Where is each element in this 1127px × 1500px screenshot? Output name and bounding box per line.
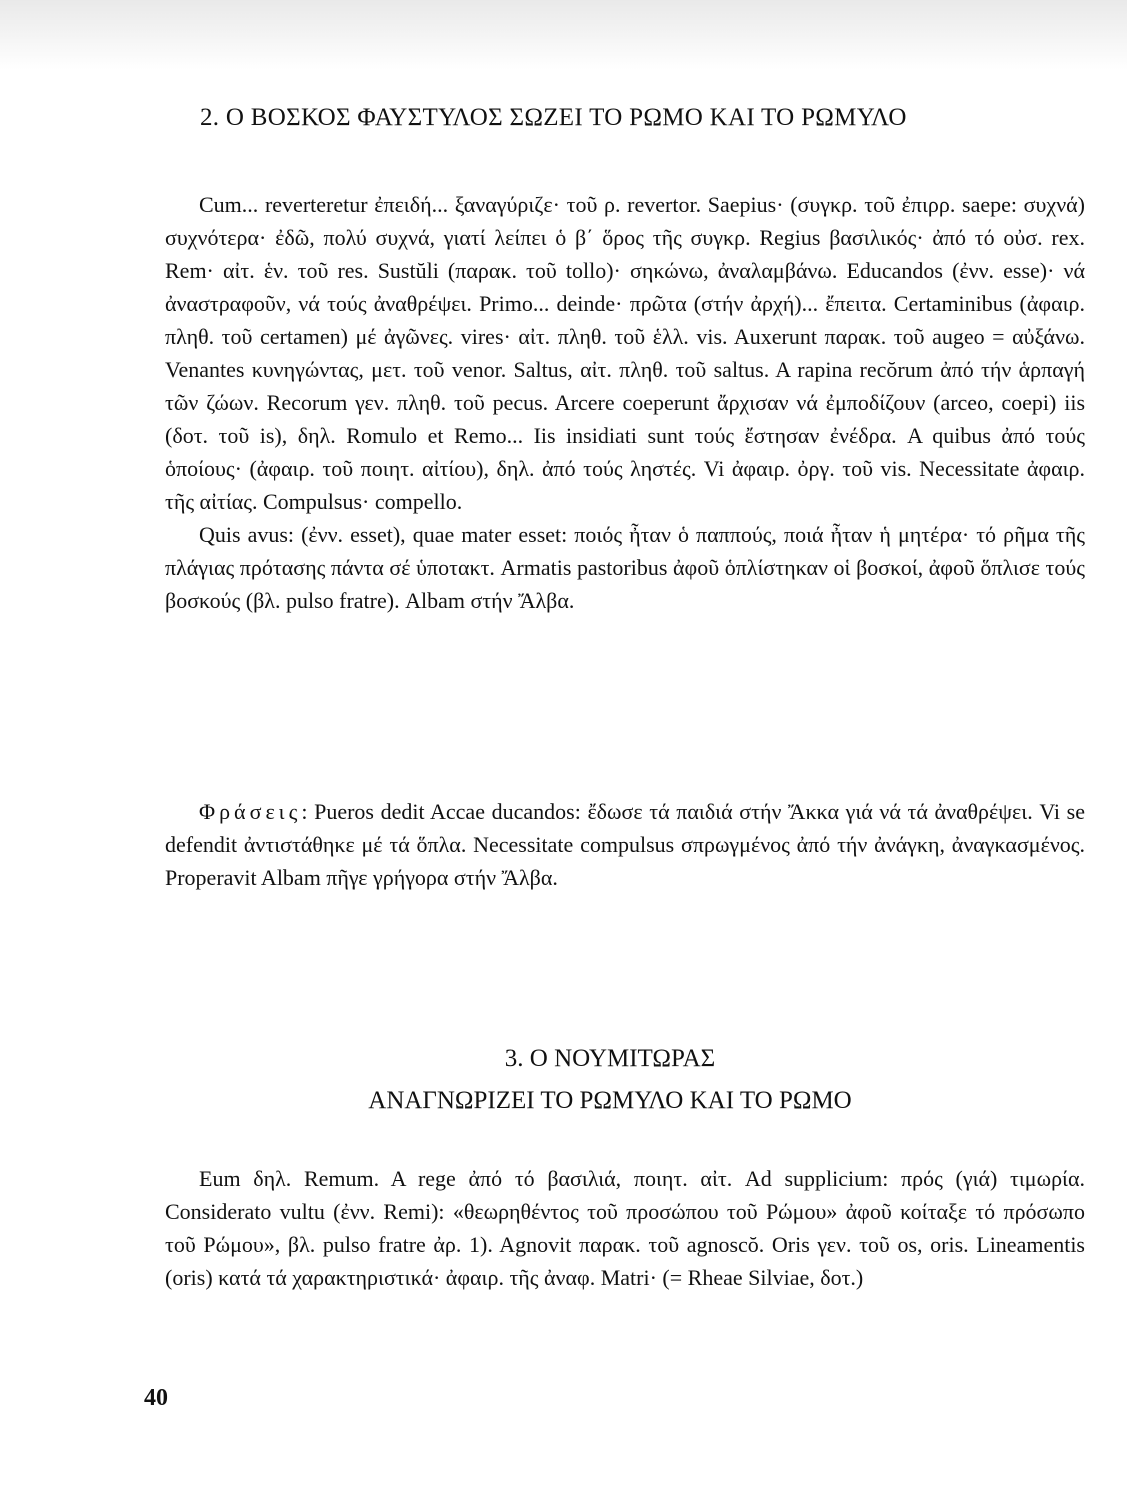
section-3-heading-line-2: ΑΝΑΓΝΩΡΙΖΕΙ ΤΟ ΡΩΜΥΛΟ ΚΑΙ ΤΟ ΡΩΜΟ [368, 1087, 852, 1114]
section-2-heading: 2. Ο ΒΟΣΚΟΣ ΦΑΥΣΤΥΛΟΣ ΣΩΖΕΙ ΤΟ ΡΩΜΟ ΚΑΙ ΤΟ ΡΩΜΥΛΟ [200, 104, 907, 131]
section-2-paragraph-2: Quis avus: (ἐνν. esset), quae mater esset: ποιός ἦταν ὁ παππούς, ποιά ἦταν ἡ μητέρα· τό ρῆμα τῆς πλάγιας πρότασης πάντα σέ ὑποτακτ. Armatis pastoribus ἀφοῦ ὁπλίστηκαν οἱ βοσκοί, ἀφοῦ ὅπλισε τούς βοσκούς (βλ. pulso fratre). Albam στήν Ἄλβα. [165, 522, 1085, 613]
section-3-paragraph-1: Eum δηλ. Remum. A rege ἀπό τό βασιλιά, ποιητ. αἰτ. Ad supplicium: πρός (γιά) τιμωρία. Considerato vultu (ἐνν. Remi): «θεωρηθέντος τοῦ προσώπου τοῦ Ρώμου» ἀφοῦ κοίταξε τό πρόσωπο τοῦ Ρώμου», βλ. pulso fratre ἀρ. 1). Agnovit παρακ. τοῦ agnoscŏ. Oris γεν. τοῦ os, oris. Lineamentis (oris) κατά τά χαρακτηριστικά· ἀφαιρ. τῆς ἀναφ. Matri· (= Rheae Silviae, δοτ.) [165, 1166, 1085, 1290]
section-2-phrases [165, 795, 1085, 894]
phrases-label: Φράσεις [199, 799, 302, 824]
page-number: 40 [144, 1385, 168, 1411]
phrases-text: : Pueros dedit Accae ducandos: ἔδωσε τά παιδιά στήν Ἄκκα γιά νά τά ἀναθρέψει. Vi se defendit ἀντιστάθηκε μέ τά ὅπλα. Necessitate compulsus σπρωγμένος ἀπό τήν ἀνάγκη, ἀναγκασμένος. Properavit Albam πῆγε γρήγορα στήν Ἄλβα. [165, 799, 1085, 890]
section-2-paragraph-1: Cum... reverteretur ἐπειδή... ξαναγύριζε· τοῦ ρ. revertor. Saepius· (συγκρ. τοῦ ἐπιρρ. saepe: συχνά) συχνότερα· ἐδῶ, πολύ συχνά, γιατί λείπει ὁ β΄ ὅρος τῆς συγκρ. Regius βασιλικός· ἀπό τό οὐσ. rex. Rem· αἰτ. ἑν. τοῦ res. Sustŭli (παρακ. τοῦ tollo)· σηκώνω, ἀναλαμβάνω. Educandos (ἐνν. esse)· νά ἀναστραφοῦν, νά τούς ἀναθρέψει. Primo... deinde· πρῶτα (στήν ἀρχή)... ἔπειτα. Certaminibus (ἀφαιρ. πληθ. τοῦ certamen) μέ ἀγῶνες. vires· αἰτ. πληθ. τοῦ ἑλλ. vis. Auxerunt παρακ. τοῦ augeo = αὐξάνω. Venantes κυνηγώντας, μετ. τοῦ venor. Saltus, αἰτ. πληθ. τοῦ saltus. A rapina recŏrum ἀπό τήν ἁρπαγή τῶν ζώων. Recorum γεν. πληθ. τοῦ pecus. Arcere coeperunt ἄρχισαν νά ἐμποδίζουν (arceo, coepi) iis (δοτ. τοῦ is), δηλ. Romulo et Remo... Iis insidiati sunt τούς ἔστησαν ἐνέδρα. A quibus ἀπό τούς ὁποίους· (ἀφαιρ. τοῦ ποιητ. αἰτίου), δηλ. ἀπό τούς ληστές. Vi ἀφαιρ. ὀργ. τοῦ vis. Necessitate ἀφαιρ. τῆς αἰτίας. Compulsus· compello. [165, 192, 1085, 514]
phrases-paragraph [165, 795, 1085, 894]
section-3-notes [165, 1162, 1085, 1294]
section-2-notes [165, 188, 1085, 617]
section-3-heading-line-1: 3. Ο ΝΟΥΜΙΤΩΡΑΣ [504, 1045, 716, 1072]
